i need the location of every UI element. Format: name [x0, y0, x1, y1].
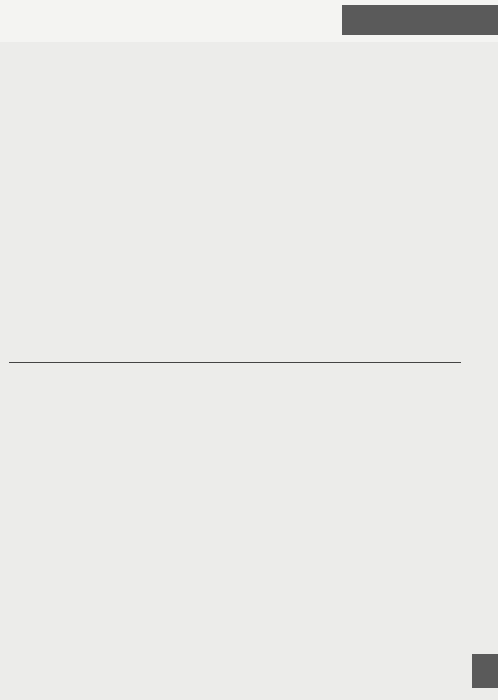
section-divider	[9, 362, 461, 363]
page-title	[342, 5, 498, 35]
page-number	[472, 654, 498, 688]
